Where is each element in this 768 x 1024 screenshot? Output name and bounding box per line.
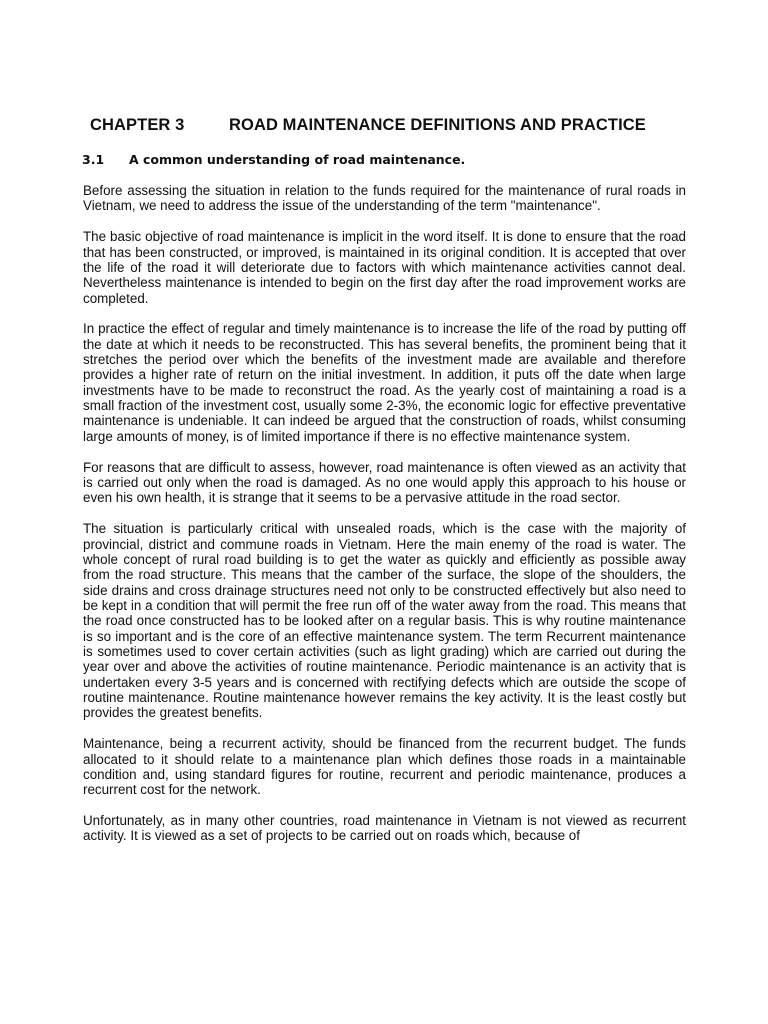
paragraph: For reasons that are difficult to assess, however, road maintenance is often viewed as an activity that is carried out only when the road is damaged. As no one would apply this approach to his house or even his own health, it is strange that it seems to be a pervasive attitude in the road sector. [83,459,686,506]
paragraph: The situation is particularly critical with unsealed roads, which is the case with the majority of provincial, district and commune roads in Vietnam. Here the main enemy of the road is water. The whole concept of rural road building is to get the water as quickly and efficiently as possible away from the road structure. This means that the camber of the surface, the slope of the shoulders, the side drains and cross drainage structures need not only to be constructed effectively but also need to be kept in a condition that will permit the free run off of the water away from the road. This means that the road once constructed has to be looked after on a regular basis. This is why routine maintenance is so important and is the core of an effective maintenance system. The term Recurrent maintenance is sometimes used to cover certain activities (such as light grading) which are carried out during the year over and above the activities of routine maintenance. Periodic maintenance is an activity that is undertaken every 3-5 years and is concerned with rectifying defects which are outside the scope of routine maintenance. Routine maintenance however remains the key activity. It is the least costly but provides the greatest benefits. [83,521,686,721]
chapter-number: CHAPTER 3 [90,116,185,134]
chapter-title: ROAD MAINTENANCE DEFINITIONS AND PRACTICE [229,116,646,134]
chapter-heading [90,116,710,135]
paragraph: Before assessing the situation in relation to the funds required for the maintenance of rural roads in Vietnam, we need to address the issue of the understanding of the term "maintenance". [83,183,686,214]
section-heading [82,152,465,167]
section-title: A common understanding of road maintenance. [129,152,466,167]
body-text [83,183,686,859]
section-number: 3.1 [82,152,105,167]
paragraph: Unfortunately, as in many other countries, road maintenance in Vietnam is not viewed as recurrent activity. It is viewed as a set of projects to be carried out on roads which, because of [83,813,686,844]
paragraph: In practice the effect of regular and timely maintenance is to increase the life of the road by putting off the date at which it needs to be reconstructed. This has several benefits, the prominent being that it stretches the period over which the benefits of the investment made are available and therefore provides a higher rate of return on the initial investment. In addition, it puts off the date when large investments have to be made to reconstruct the road. As the yearly cost of maintaining a road is a small fraction of the investment cost, usually some 2-3%, the economic logic for effective preventative maintenance is undeniable. It can indeed be argued that the construction of roads, whilst consuming large amounts of money, is of limited importance if there is no effective maintenance system. [83,321,686,444]
paragraph: Maintenance, being a recurrent activity, should be financed from the recurrent budget. The funds allocated to it should relate to a maintenance plan which defines those roads in a maintainable condition and, using standard figures for routine, recurrent and periodic maintenance, produces a recurrent cost for the network. [83,736,686,798]
paragraph: The basic objective of road maintenance is implicit in the word itself. It is done to ensure that the road that has been constructed, or improved, is maintained in its original condition. It is accepted that over the life of the road it will deteriorate due to factors with which maintenance activities cannot deal. Nevertheless maintenance is intended to begin on the first day after the road improvement works are completed. [83,229,686,306]
